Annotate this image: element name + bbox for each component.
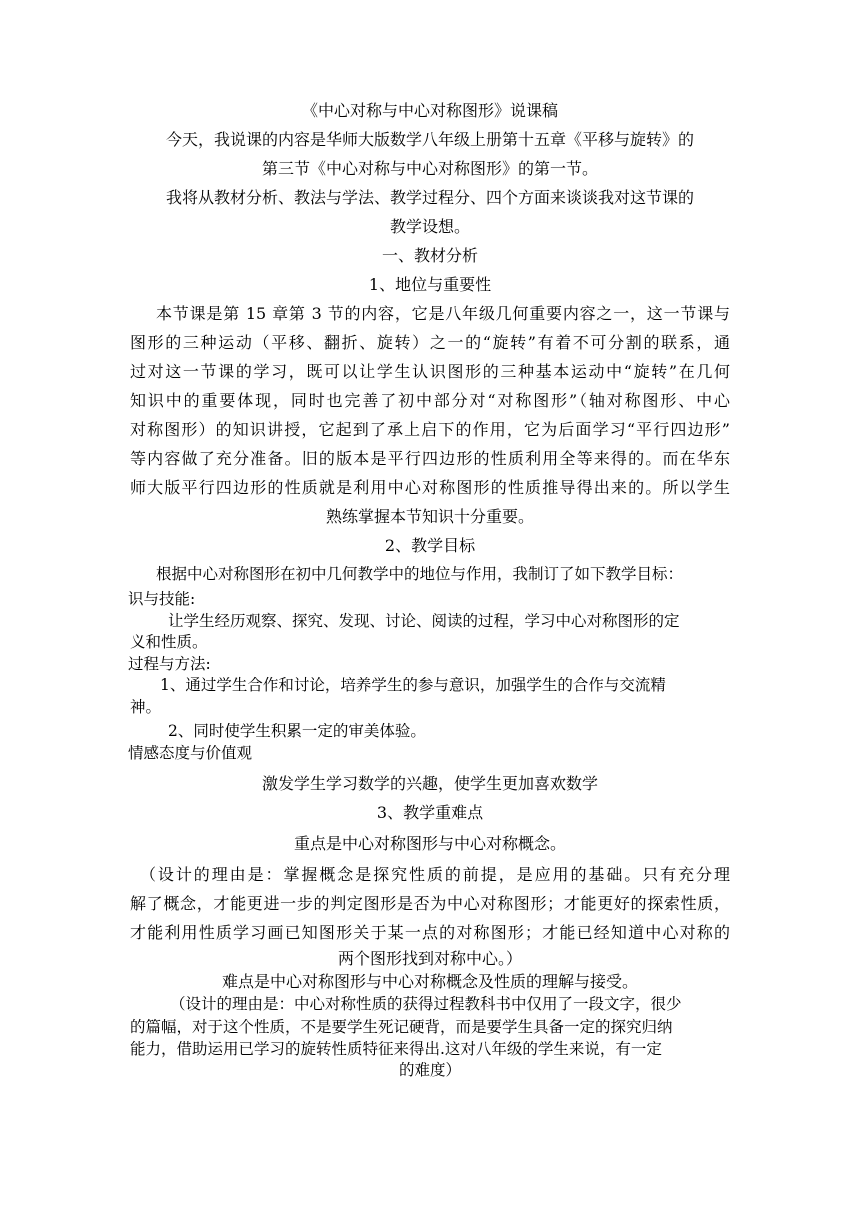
intro-line-3: 我将从教材分析、教法与学法、教学过程分、四个方面来谈谈我对这节课的 [166, 188, 695, 207]
knowledge-label: 识与技能: [128, 590, 196, 608]
key-reason-line: 解了概念，才能更进一步的判定图形是否为中心对称图形；才能更好的探索性质， [130, 894, 730, 913]
process-label: 过程与方法: [128, 654, 211, 673]
document-title: 《中心对称与中心对称图形》说课稿 [301, 101, 558, 120]
paragraph-line: 等内容做了充分准备。旧的版本是平行四边形的性质利用全等来得的。而在华东 [130, 449, 730, 468]
paragraph-line: 本节课是第 15 章第 3 节的内容，它是八年级几何重要内容之一，这一节课与 [156, 304, 730, 323]
key-reason-line: 才能利用性质学习画已知图形关于某一点的对称图形；才能已经知道中心对称的 [130, 923, 730, 942]
paragraph-line: 图形的三种运动（平移、翻折、旋转）之一的“旋转”有着不可分割的联系，通 [130, 333, 730, 352]
subsection-heading: 1、地位与重要性 [368, 275, 492, 294]
paragraph-line: 对称图形）的知识讲授，它起到了承上启下的作用，它为后面学习“平行四边形” [130, 420, 730, 439]
knowledge-line-2: 义和性质。 [130, 633, 208, 651]
paragraph-line: 知识中的重要体现，同时也完善了初中部分对“对称图形”（轴对称图形、中心 [130, 391, 730, 410]
process-item-1: 1、通过学生合作和讨论，培养学生的参与意识，加强学生的合作与交流精 [160, 676, 666, 694]
subsection-heading: 2、教学目标 [384, 536, 476, 555]
key-reason-last: 两个图形找到对称中心。） [337, 949, 522, 968]
key-reason-line: （设计的理由是：掌握概念是探究性质的前提，是应用的基础。只有充分理 [140, 865, 730, 884]
process-item-1-cont: 神。 [130, 697, 162, 716]
subsection-heading: 3、教学重难点 [376, 803, 484, 822]
paragraph-line: 师大版平行四边形的性质就是利用中心对称图形的性质推导得出来的。所以学生 [130, 478, 730, 497]
process-item-2: 2、同时使学生积累一定的审美体验。 [168, 722, 426, 740]
document-page [130, 96, 730, 1082]
difficult-reason-line: （设计的理由是：中心对称性质的获得过程教科书中仅用了一段文字，很少 [170, 995, 682, 1013]
difficult-reason-last: 的难度） [398, 1061, 461, 1079]
intro-line-2: 第三节《中心对称与中心对称图形》的第一节。 [261, 159, 598, 178]
key-point: 重点是中心对称图形与中心对称概念。 [293, 834, 566, 853]
intro-line-1: 今天，我说课的内容是华师大版数学八年级上册第十五章《平移与旋转》的 [166, 130, 695, 149]
difficult-reason-line: 的篇幅，对于这个性质，不是要学生死记硬背，而是要学生具备一定的探究归纳 [130, 1018, 673, 1036]
paragraph-last-line: 熟练掌握本节知识十分重要。 [325, 507, 534, 526]
difficult-point: 难点是中心对称图形与中心对称概念及性质的理解与接受。 [221, 972, 638, 991]
knowledge-line-1: 让学生经历观察、探究、发现、讨论、阅读的过程，学习中心对称图形的定 [168, 611, 680, 630]
intro-line-4: 教学设想。 [389, 217, 470, 236]
paragraph-line: 过对这一节课的学习，既可以让学生认识图形的三种基本运动中“旋转”在几何 [130, 362, 730, 381]
objectives-lead: 根据中心对称图形在初中几何教学中的地位与作用，我制订了如下教学目标： [156, 565, 684, 583]
section-heading: 一、教材分析 [381, 246, 478, 265]
emotion-text: 激发学生学习数学的兴趣，使学生更加喜欢数学 [261, 774, 598, 793]
difficult-reason-line: 能力，借助运用已学习的旋转性质特征来得出.这对八年级的学生来说，有一定 [130, 1040, 662, 1058]
emotion-label: 情感态度与价值观 [128, 744, 253, 762]
